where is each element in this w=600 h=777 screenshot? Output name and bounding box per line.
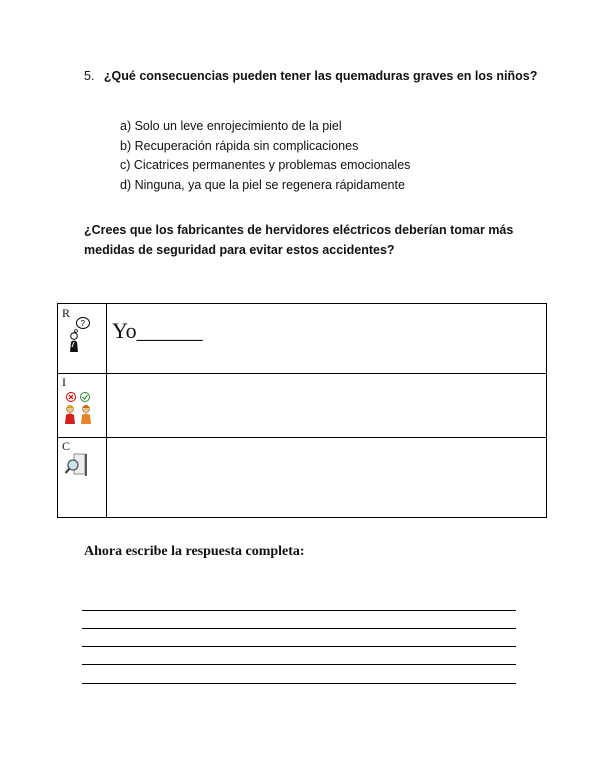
table-row-c (58, 437, 546, 517)
option-c[interactable]: c) Cicatrices permanentes y problemas emocionales (120, 158, 411, 172)
question-6-line-2: medidas de seguridad para evitar estos accidentes? (84, 242, 395, 257)
table-row-r (58, 304, 546, 374)
option-a[interactable]: a) Solo un leve enrojecimiento de la piel (120, 119, 342, 133)
row-letter: R (62, 306, 71, 320)
question-text: ¿Qué consecuencias pueden tener las quemaduras graves en los niños? (103, 69, 538, 83)
answer-line[interactable] (82, 683, 516, 684)
answer-line[interactable] (82, 610, 516, 611)
answer-prompt: Ahora escribe la respuesta completa: (84, 544, 305, 559)
answer-options (120, 117, 410, 195)
row-letter: I (62, 375, 66, 389)
row-letter: C (62, 439, 71, 453)
svg-text:?: ? (80, 319, 85, 328)
question-number: 5. (84, 69, 95, 83)
response-field[interactable]: Yo______ (112, 318, 203, 343)
thinking-person-icon (64, 316, 94, 352)
option-d[interactable]: d) Ninguna, ya que la piel se regenera rápidamente (120, 177, 405, 192)
answer-line[interactable] (82, 664, 516, 665)
table-row-i (58, 373, 546, 438)
question-6 (84, 221, 524, 260)
ric-table (57, 303, 547, 518)
answer-line[interactable] (82, 646, 516, 647)
two-people-comparing-icon (64, 390, 94, 424)
magnifying-glass-document-icon (64, 452, 90, 478)
answer-line[interactable] (82, 628, 516, 629)
option-b[interactable]: b) Recuperación rápida sin complicaciones (120, 138, 359, 153)
question-6-line-1: ¿Crees que los fabricantes de hervidores eléctricos deberían tomar más (84, 223, 514, 237)
question-5 (84, 69, 537, 83)
